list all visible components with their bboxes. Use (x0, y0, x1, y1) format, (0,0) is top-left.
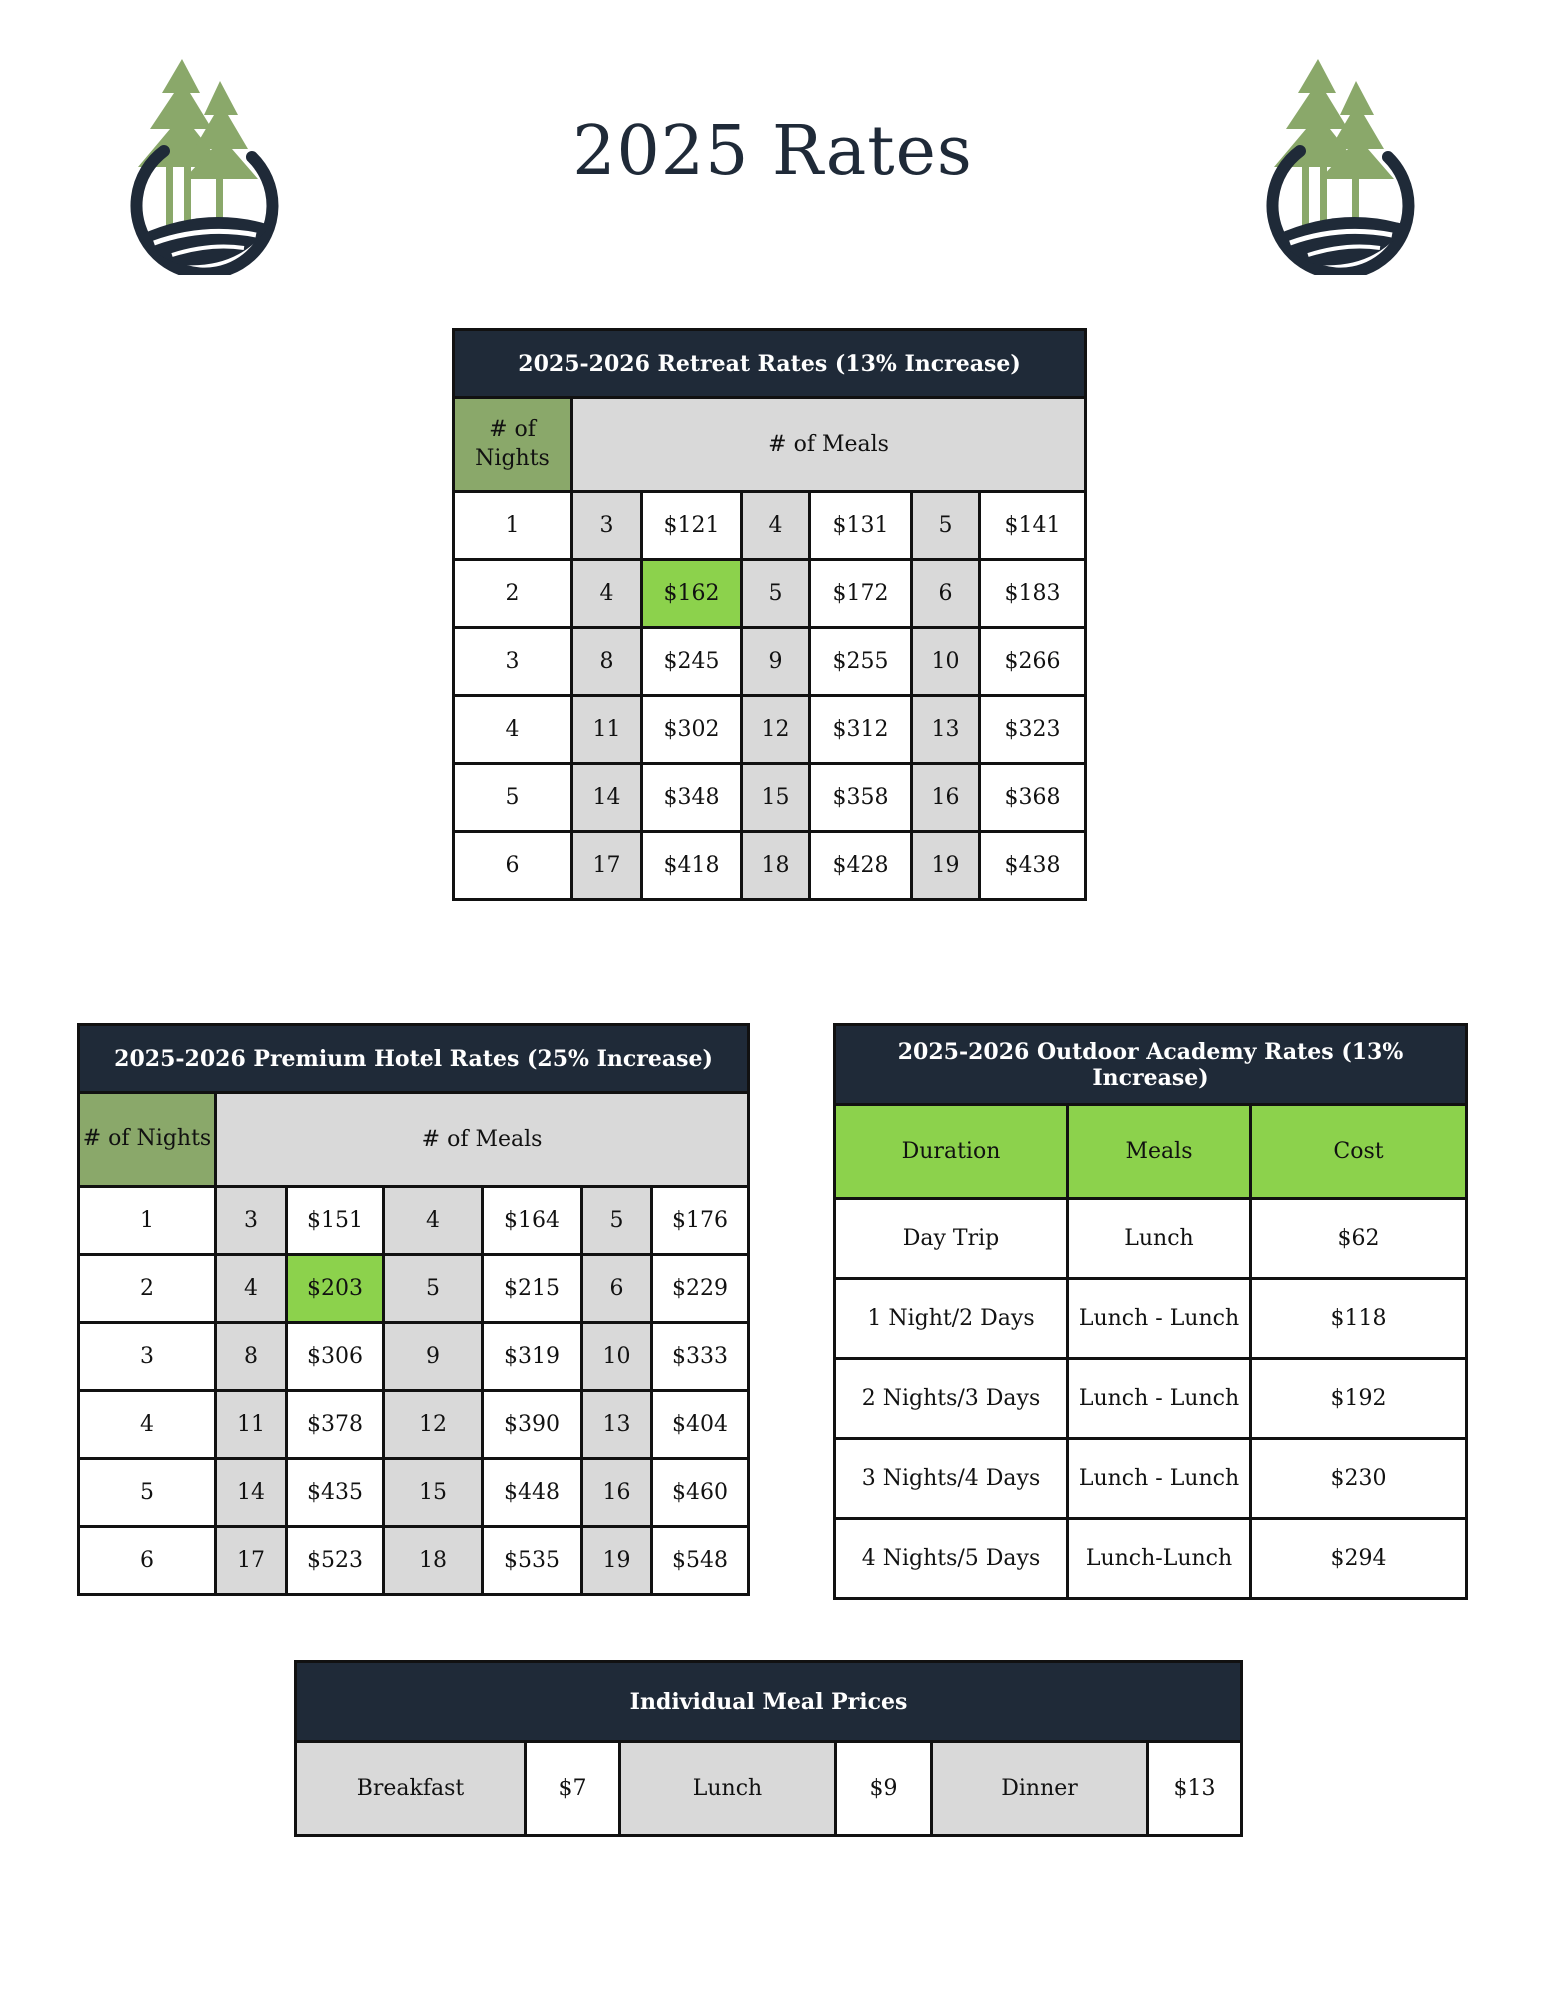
price-cell: $183 (980, 560, 1086, 628)
retreat-table-title: 2025-2026 Retreat Rates (13% Increase) (454, 330, 1086, 398)
nights-cell: 6 (79, 1527, 216, 1595)
price-cell: $312 (810, 696, 912, 764)
table-row (835, 1519, 1467, 1599)
price-cell: $141 (980, 492, 1086, 560)
meals-count-cell: 19 (582, 1527, 652, 1595)
meals-count-cell: 14 (572, 764, 642, 832)
meals-count-cell: 16 (912, 764, 980, 832)
price-cell: $404 (652, 1391, 749, 1459)
price-cell: $460 (652, 1459, 749, 1527)
price-cell: $255 (810, 628, 912, 696)
table-row (454, 696, 1086, 764)
cost-cell: $192 (1251, 1359, 1467, 1439)
meals-count-cell: 4 (216, 1255, 287, 1323)
meals-count-cell: 9 (742, 628, 810, 696)
meals-count-cell: 3 (216, 1187, 287, 1255)
meals-count-cell: 15 (742, 764, 810, 832)
cost-cell: $230 (1251, 1439, 1467, 1519)
price-cell: $378 (287, 1391, 384, 1459)
meals-cell: Lunch-Lunch (1068, 1519, 1251, 1599)
nights-cell: 5 (454, 764, 572, 832)
meal-table-title: Individual Meal Prices (296, 1662, 1242, 1742)
dinner-label: Dinner (932, 1742, 1148, 1836)
meals-count-cell: 4 (742, 492, 810, 560)
table-row (79, 1391, 749, 1459)
highlighted-price-cell: $162 (642, 560, 742, 628)
academy-table-title: 2025-2026 Outdoor Academy Rates (13% Increase) (835, 1025, 1467, 1105)
meals-count-cell: 18 (384, 1527, 483, 1595)
table-row (835, 1199, 1467, 1279)
table-row (454, 492, 1086, 560)
table-row (835, 1439, 1467, 1519)
highlighted-price-cell: $203 (287, 1255, 384, 1323)
price-cell: $131 (810, 492, 912, 560)
price-cell: $535 (483, 1527, 582, 1595)
price-cell: $245 (642, 628, 742, 696)
meals-cell: Lunch (1068, 1199, 1251, 1279)
cost-cell: $62 (1251, 1199, 1467, 1279)
price-cell: $438 (980, 832, 1086, 900)
price-cell: $523 (287, 1527, 384, 1595)
table-row (79, 1255, 749, 1323)
nights-cell: 4 (454, 696, 572, 764)
meals-count-cell: 12 (384, 1391, 483, 1459)
table-row (454, 560, 1086, 628)
price-cell: $302 (642, 696, 742, 764)
nights-cell: 3 (79, 1323, 216, 1391)
meals-count-cell: 5 (912, 492, 980, 560)
breakfast-label: Breakfast (296, 1742, 526, 1836)
meals-cell: Lunch - Lunch (1068, 1439, 1251, 1519)
price-cell: $548 (652, 1527, 749, 1595)
nights-cell: 2 (79, 1255, 216, 1323)
nights-header: # of Nights (79, 1093, 216, 1187)
table-row (835, 1279, 1467, 1359)
meals-count-cell: 11 (216, 1391, 287, 1459)
nights-cell: 3 (454, 628, 572, 696)
meals-count-cell: 8 (572, 628, 642, 696)
price-cell: $319 (483, 1323, 582, 1391)
meals-count-cell: 10 (582, 1323, 652, 1391)
individual-meal-prices-table (294, 1660, 1243, 1837)
meals-cell: Lunch - Lunch (1068, 1359, 1251, 1439)
lunch-price: $9 (836, 1742, 932, 1836)
retreat-rates-table (452, 328, 1087, 901)
meals-count-cell: 12 (742, 696, 810, 764)
meals-cell: Lunch - Lunch (1068, 1279, 1251, 1359)
price-cell: $448 (483, 1459, 582, 1527)
hotel-table-title: 2025-2026 Premium Hotel Rates (25% Increase) (79, 1025, 749, 1093)
pine-trees-lake-logo-icon (1256, 55, 1416, 275)
nights-cell: 6 (454, 832, 572, 900)
dinner-price: $13 (1148, 1742, 1242, 1836)
meals-count-cell: 4 (572, 560, 642, 628)
price-cell: $229 (652, 1255, 749, 1323)
meals-count-cell: 18 (742, 832, 810, 900)
meals-count-cell: 5 (384, 1255, 483, 1323)
table-row (454, 832, 1086, 900)
nights-cell: 2 (454, 560, 572, 628)
outdoor-academy-rates-table (833, 1023, 1468, 1600)
price-cell: $176 (652, 1187, 749, 1255)
price-cell: $164 (483, 1187, 582, 1255)
table-row (79, 1187, 749, 1255)
table-row (79, 1459, 749, 1527)
table-row (79, 1323, 749, 1391)
meals-header: # of Meals (572, 398, 1086, 492)
duration-cell: 2 Nights/3 Days (835, 1359, 1068, 1439)
price-cell: $215 (483, 1255, 582, 1323)
price-cell: $368 (980, 764, 1086, 832)
meals-count-cell: 19 (912, 832, 980, 900)
price-cell: $418 (642, 832, 742, 900)
meals-count-cell: 14 (216, 1459, 287, 1527)
price-cell: $435 (287, 1459, 384, 1527)
price-cell: $333 (652, 1323, 749, 1391)
meals-count-cell: 11 (572, 696, 642, 764)
table-row (79, 1527, 749, 1595)
nights-cell: 1 (79, 1187, 216, 1255)
meals-count-cell: 6 (582, 1255, 652, 1323)
meals-count-cell: 17 (216, 1527, 287, 1595)
meals-count-cell: 13 (912, 696, 980, 764)
page-title: 2025 Rates (572, 112, 973, 191)
price-cell: $151 (287, 1187, 384, 1255)
price-cell: $266 (980, 628, 1086, 696)
lunch-label: Lunch (620, 1742, 836, 1836)
meals-count-cell: 16 (582, 1459, 652, 1527)
meals-count-cell: 17 (572, 832, 642, 900)
nights-cell: 1 (454, 492, 572, 560)
meals-count-cell: 6 (912, 560, 980, 628)
cost-cell: $118 (1251, 1279, 1467, 1359)
price-cell: $172 (810, 560, 912, 628)
meals-count-cell: 5 (582, 1187, 652, 1255)
meals-count-cell: 4 (384, 1187, 483, 1255)
duration-cell: 4 Nights/5 Days (835, 1519, 1068, 1599)
meals-count-cell: 15 (384, 1459, 483, 1527)
meals-count-cell: 9 (384, 1323, 483, 1391)
price-cell: $306 (287, 1323, 384, 1391)
duration-cell: Day Trip (835, 1199, 1068, 1279)
meals-header: Meals (1068, 1105, 1251, 1199)
price-cell: $390 (483, 1391, 582, 1459)
meals-count-cell: 3 (572, 492, 642, 560)
cost-header: Cost (1251, 1105, 1467, 1199)
price-cell: $428 (810, 832, 912, 900)
nights-header: # of Nights (454, 398, 572, 492)
duration-cell: 1 Night/2 Days (835, 1279, 1068, 1359)
meals-header: # of Meals (216, 1093, 749, 1187)
price-cell: $348 (642, 764, 742, 832)
table-row (835, 1359, 1467, 1439)
price-cell: $358 (810, 764, 912, 832)
premium-hotel-rates-table (77, 1023, 750, 1596)
meals-count-cell: 5 (742, 560, 810, 628)
logo-right (1256, 55, 1416, 275)
price-cell: $121 (642, 492, 742, 560)
meals-count-cell: 8 (216, 1323, 287, 1391)
table-row (454, 764, 1086, 832)
meals-count-cell: 13 (582, 1391, 652, 1459)
meals-count-cell: 10 (912, 628, 980, 696)
nights-cell: 4 (79, 1391, 216, 1459)
duration-header: Duration (835, 1105, 1068, 1199)
price-cell: $323 (980, 696, 1086, 764)
table-row (454, 628, 1086, 696)
breakfast-price: $7 (526, 1742, 620, 1836)
table-row (296, 1742, 1242, 1836)
cost-cell: $294 (1251, 1519, 1467, 1599)
nights-cell: 5 (79, 1459, 216, 1527)
duration-cell: 3 Nights/4 Days (835, 1439, 1068, 1519)
